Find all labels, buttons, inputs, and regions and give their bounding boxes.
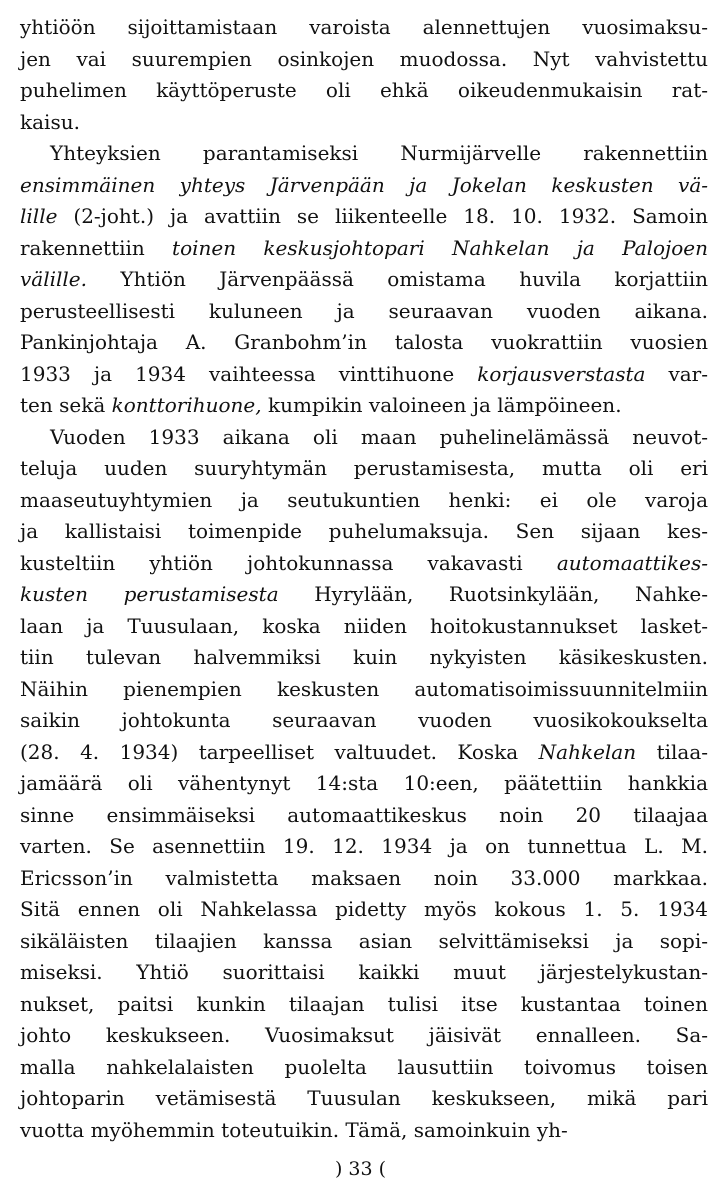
text-line [20,1115,708,1147]
italic-run: toinen keskusjohtopari Nahkelan ja Palojoen [172,235,708,260]
text-run: Pankinjohtaja A. Granbohm’in talosta vuokrattiin vuosien [20,330,708,354]
text-run: puhelimen käyttöperuste oli ehkä oikeudenmukaisin rat- [20,78,708,102]
text-run: malla nahkelalaisten puolelta lausuttiin toivomus toisen [20,1054,708,1079]
text-line [20,264,708,296]
text-run: Ericsson’in valmistetta maksaen noin 33.000 markkaa. [20,865,708,890]
text-line [20,863,708,895]
text-line [20,453,708,485]
text-run: saikin johtokunta seuraavan vuoden vuosikokoukselta [20,708,708,732]
text-line [20,674,708,706]
text-run: laan ja Tuusulaan, koska niiden hoitokustannukset lasket- [20,613,708,638]
text-line [20,1052,708,1084]
italic-run: kusten perustamisesta [20,582,279,606]
text-line [20,359,708,391]
text-line [20,548,708,580]
text-line [20,327,708,359]
text-line [20,138,708,170]
page-number: ) 33 ( [334,1158,387,1180]
text-line [20,957,708,989]
text-line [20,642,708,674]
text-run: jen vai suurempien osinkojen muodossa. Nyt vahvistettu [20,46,708,71]
text-line [20,75,708,107]
italic-run: ensimmäinen yhteys Järvenpään ja Jokelan keskusten vä- [20,172,708,197]
paragraph [20,12,708,138]
text-line [20,233,708,265]
text-line [20,894,708,926]
text-line [20,170,708,202]
text-run: ja kallistaisi toimenpide puhelumaksuja. Sen sijaan kes- [20,519,708,543]
text-run: varten. Se asennettiin 19. 12. 1934 ja on tunnettua L. M. [20,834,708,858]
text-run: teluja uuden suuryhtymän perustamisesta, mutta oli eri [20,456,708,480]
text-run: maaseutuyhtymien ja seutukuntien henki: ei ole varoja [20,487,708,512]
text-run: perusteellisesti kuluneen ja seuraavan vuoden aikana. [20,298,708,323]
text-run: Hyrylään, Ruotsinkylään, Nahke- [278,582,708,606]
document-page [20,12,708,1146]
text-run: 1933 ja 1934 vaihteessa vinttihuone [20,361,478,386]
text-run: (2-joht.) ja avattiin se liikenteelle 18. 10. 1932. Samoin [57,204,708,228]
text-line [20,768,708,800]
text-line [20,201,708,233]
text-run: Vuoden 1933 aikana oli maan puhelinelämässä neuvot- [50,424,708,449]
text-run: jamäärä oli vähentynyt 14:sta 10:een, päätettiin hankkia [20,771,708,795]
text-run: Sitä ennen oli Nahkelassa pidetty myös kokous 1. 5. 1934 [20,897,708,921]
italic-run: konttorihuone, [111,393,262,417]
text-line [20,516,708,548]
text-run: vuotta myöhemmin toteutuikin. Tämä, samoinkuin yh- [20,1117,568,1142]
text-run: kaisu. [20,109,80,134]
text-run: ten sekä [20,393,112,417]
text-run: kumpikin valoineen ja lämpöineen. [261,393,622,417]
text-line [20,579,708,611]
text-run: Näihin pienempien keskusten automatisoimissuunnitelmiin [20,676,708,701]
text-line [20,1020,708,1052]
text-line [20,737,708,769]
text-run: johtoparin vetämisestä Tuusulan keskukseen, mikä pari [20,1086,708,1110]
text-run: var- [645,361,709,386]
text-line [20,44,708,76]
text-run: Yhtiön Järvenpäässä omistama huvila korjattiin [87,267,708,291]
text-line [20,989,708,1021]
text-line [20,485,708,517]
text-line [20,831,708,863]
text-run: rakennettiin [20,235,173,260]
text-run: miseksi. Yhtiö suorittaisi kaikki muut järjestelykustan- [20,960,708,984]
text-line [20,705,708,737]
italic-run: lille [20,204,58,228]
text-line [20,800,708,832]
text-run: johto keskukseen. Vuosimaksut jäisivät ennalleen. Sa- [20,1023,708,1047]
text-line [20,422,708,454]
text-run: sikäläisten tilaajien kanssa asian selvittämiseksi ja sopi- [20,928,708,953]
paragraph [20,422,708,1147]
text-line [20,107,708,139]
italic-run: Nahkelan [538,739,637,764]
text-line [20,12,708,44]
italic-run: automaattikes- [556,550,708,575]
text-run: Yhteyksien parantamiseksi Nurmijärvelle rakennettiin [50,141,708,165]
text-line [20,296,708,328]
text-run: nukset, paitsi kunkin tilaajan tulisi itse kustantaa toinen [20,991,708,1016]
italic-run: välille. [20,267,88,291]
text-line [20,611,708,643]
italic-run: korjausverstasta [477,361,646,386]
text-run: tilaa- [636,739,708,764]
paragraph [20,138,708,422]
text-run: yhtiöön sijoittamistaan varoista alennettujen vuosimaksu- [20,15,708,39]
text-line [20,390,708,422]
text-run: sinne ensimmäiseksi automaattikeskus noin 20 tilaajaa [20,802,708,827]
body-text [20,12,708,1146]
text-run: kusteltiin yhtiön johtokunnassa vakavasti [20,550,557,575]
text-run: (28. 4. 1934) tarpeelliset valtuudet. Koska [20,739,539,764]
text-run: tiin tulevan halvemmiksi kuin nykyisten käsikeskusten. [20,645,708,669]
text-line [20,1083,708,1115]
text-line [20,926,708,958]
